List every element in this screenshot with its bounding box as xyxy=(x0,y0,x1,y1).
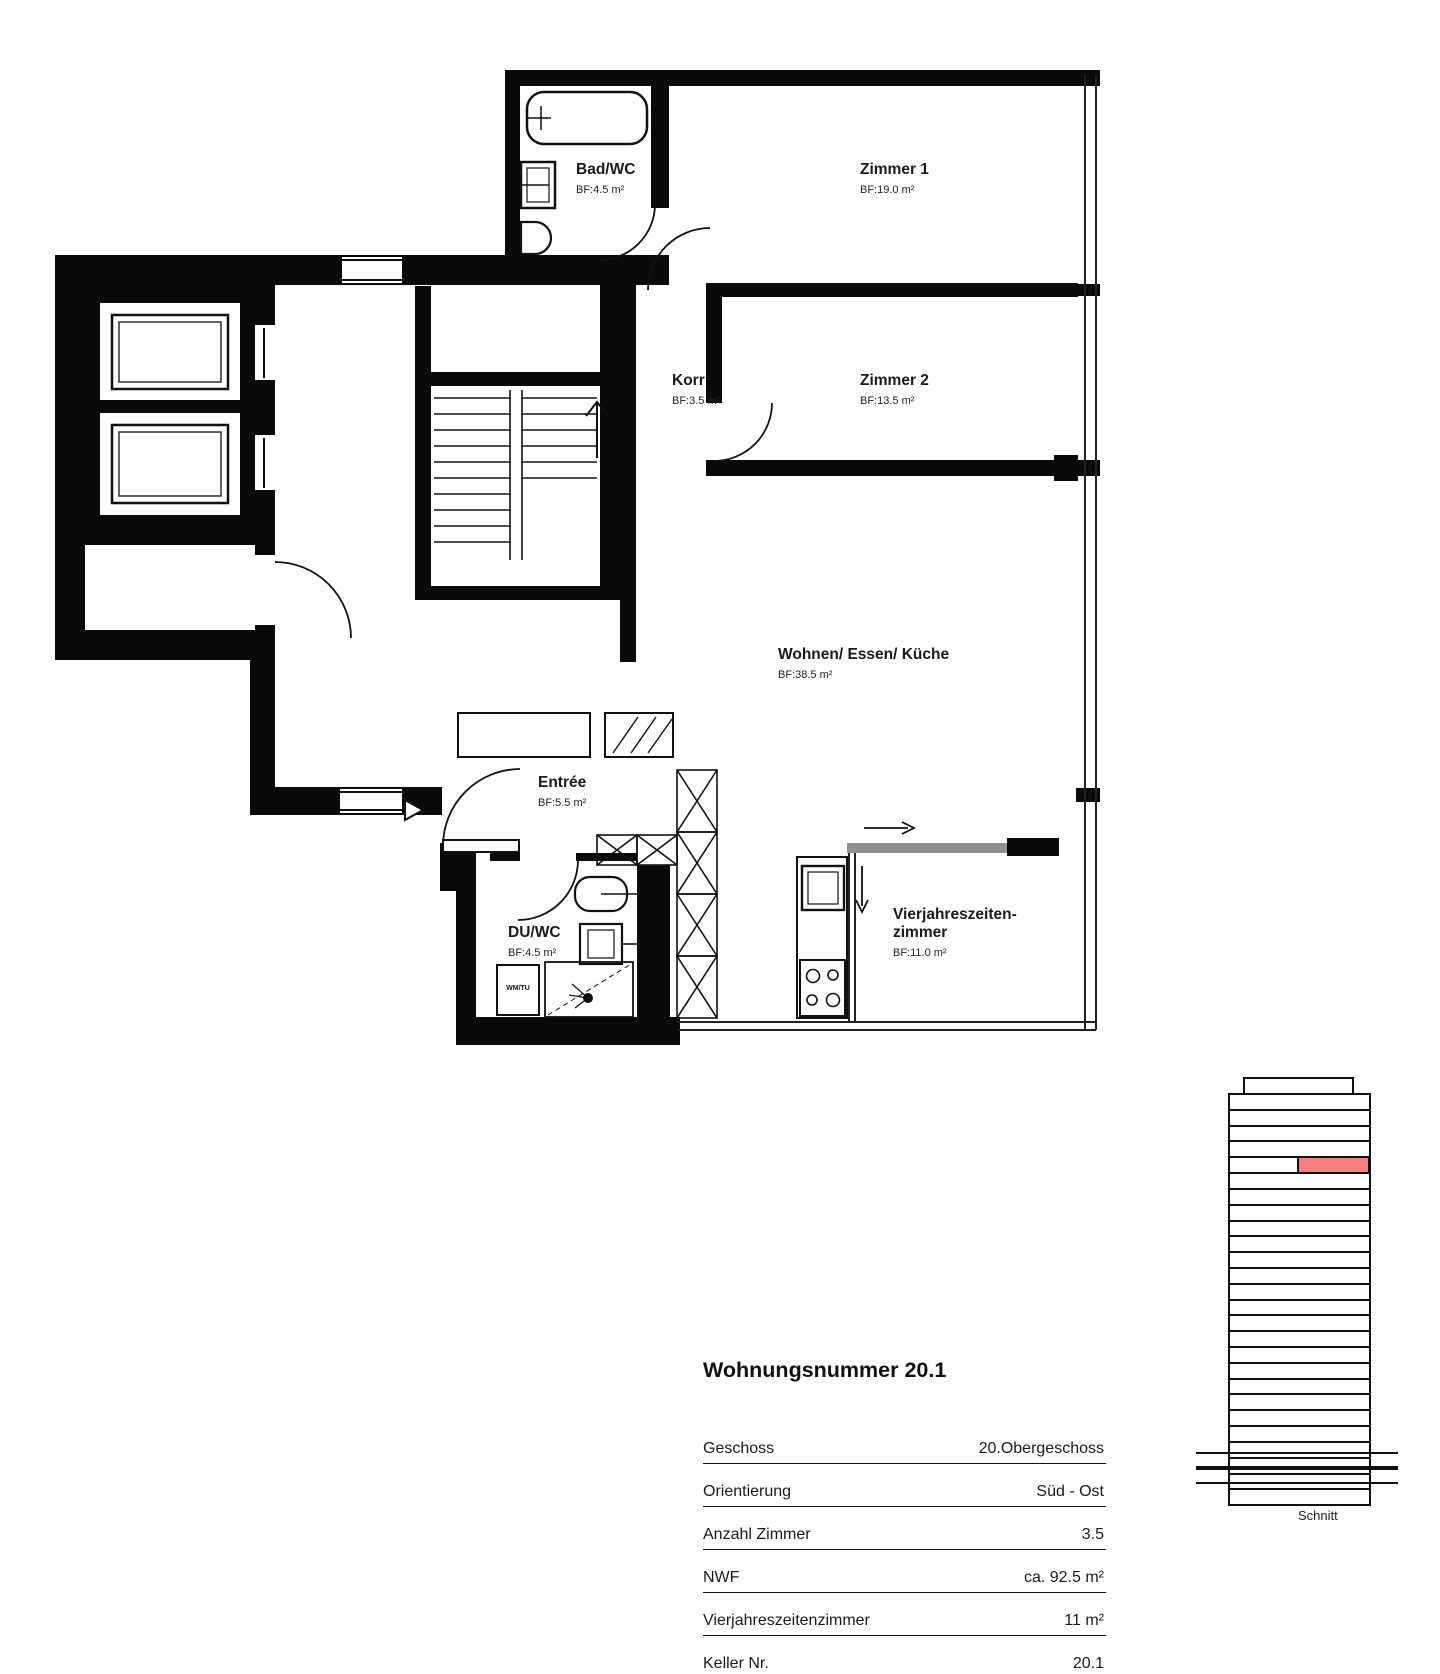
window-frames xyxy=(264,260,402,810)
room-area: BF:19.0 m² xyxy=(860,183,915,196)
room-area: BF:38.5 m² xyxy=(778,668,833,681)
room-name: Bad/WC xyxy=(576,161,636,178)
room-name: Zimmer 2 xyxy=(860,372,929,389)
room-area: BF:13.5 m² xyxy=(860,394,915,407)
wall-duwc-top-a xyxy=(490,853,520,861)
wall-bottom-left xyxy=(470,1017,680,1045)
wall-vjz-pier xyxy=(1007,838,1059,856)
ground-line xyxy=(1196,1482,1398,1484)
tower-floor xyxy=(1230,1235,1369,1251)
wall-kitchen-strip xyxy=(637,865,670,1017)
facade-pier-5 xyxy=(1054,455,1078,481)
door-storage xyxy=(275,562,351,638)
wall-central xyxy=(600,255,636,600)
room-label-duwc xyxy=(508,924,561,959)
tower-floor xyxy=(1230,1220,1369,1236)
entree-cabinet xyxy=(458,713,590,757)
wall-bath-left xyxy=(505,70,520,265)
tower-floor xyxy=(1230,1140,1369,1156)
room-name: Vierjahreszeiten-zimmer xyxy=(893,906,1017,941)
room-label-zimmer1 xyxy=(860,161,929,196)
row-value: ca. 92.5 m² xyxy=(1023,1569,1104,1586)
section-tower-floors xyxy=(1228,1093,1371,1506)
wall-top xyxy=(505,70,1100,86)
row-label: Orientierung xyxy=(703,1483,792,1500)
tower-floor xyxy=(1230,1251,1369,1267)
apartment-title: Wohnungsnummer 20.1 xyxy=(703,1358,947,1382)
tower-floor xyxy=(1230,1457,1369,1473)
tower-floor xyxy=(1230,1299,1369,1315)
vjz-glass-top-wall xyxy=(847,843,1007,853)
ground-line xyxy=(1196,1452,1398,1454)
tower-floor xyxy=(1230,1409,1369,1425)
tower-floor xyxy=(1230,1204,1369,1220)
tower-floor xyxy=(1230,1267,1369,1283)
wall-zimmer2-bottom xyxy=(706,460,1078,476)
tower-floor xyxy=(1230,1346,1369,1362)
room-name: Wohnen/ Essen/ Küche xyxy=(778,646,950,663)
tower-floor xyxy=(1230,1425,1369,1441)
wall-stair-left xyxy=(415,286,431,586)
wall-bath-bottom xyxy=(636,255,669,285)
tower-floor xyxy=(1230,1283,1369,1299)
bathtub-faucet xyxy=(527,106,551,130)
room-label-badwc xyxy=(576,161,635,196)
room-area: BF:5.5 m² xyxy=(538,796,587,809)
tower-floor xyxy=(1230,1095,1369,1109)
row-value: 20.1 xyxy=(1072,1655,1104,1672)
row-value: Süd - Ost xyxy=(1036,1483,1104,1500)
table-row xyxy=(703,1470,1106,1507)
wall-stub xyxy=(620,600,636,662)
row-label: Keller Nr. xyxy=(703,1655,769,1672)
wall-zimmer1-bottom xyxy=(722,283,1078,297)
info-rows xyxy=(703,1427,1106,1674)
room-area: BF:11.0 m² xyxy=(893,946,947,959)
wall-stair-top xyxy=(415,372,600,386)
kitchen-counter xyxy=(797,857,847,1018)
tower-floor xyxy=(1230,1393,1369,1409)
wall-outer-left xyxy=(55,255,85,660)
row-value: 3.5 xyxy=(1081,1526,1104,1543)
bath-wc xyxy=(521,222,551,254)
door-apartment-entry xyxy=(443,769,520,846)
tower-floor xyxy=(1230,1314,1369,1330)
facade-glazing xyxy=(677,75,1096,1030)
tower-floor xyxy=(1230,1473,1369,1489)
row-label: Geschoss xyxy=(703,1440,775,1457)
tower-floor xyxy=(1230,1109,1369,1125)
room-area: BF:4.5 m² xyxy=(576,183,625,196)
apartment-info-table xyxy=(703,1358,1106,1674)
table-row xyxy=(703,1642,1106,1674)
sliding-door-arrows xyxy=(856,822,914,912)
wall-bath-divider xyxy=(651,86,669,208)
room-name: Zimmer 1 xyxy=(860,161,929,178)
room-label-korr xyxy=(672,372,720,407)
tower-floor xyxy=(1230,1172,1369,1188)
row-label: Vierjahreszeitenzimmer xyxy=(703,1612,870,1629)
stove xyxy=(800,960,845,1016)
tower-floor xyxy=(1230,1378,1369,1394)
room-label-entree xyxy=(538,774,586,809)
tower-floor xyxy=(1230,1156,1369,1172)
stairs xyxy=(434,390,608,560)
room-name: DU/WC xyxy=(508,924,561,941)
room-name: Korr xyxy=(672,372,705,389)
tower-floor xyxy=(1230,1488,1369,1504)
door-duwc xyxy=(518,860,578,920)
section-caption: Schnitt xyxy=(1298,1508,1338,1523)
room-area: BF:3.5 m² xyxy=(672,394,721,407)
door-leaf-entry xyxy=(443,840,519,852)
walls xyxy=(55,70,1100,1045)
room-name: Entrée xyxy=(538,774,587,791)
table-row xyxy=(703,1556,1106,1593)
door-badwc xyxy=(598,205,655,260)
row-value: 20.Obergeschoss xyxy=(978,1440,1104,1457)
room-label-wohnen xyxy=(778,646,949,681)
row-label: NWF xyxy=(703,1569,740,1586)
door-zimmer2 xyxy=(714,403,772,461)
wall-duwc-left xyxy=(456,843,476,1045)
wall-stair-bottom xyxy=(415,586,636,600)
table-row xyxy=(703,1513,1106,1550)
row-label: Anzahl Zimmer xyxy=(703,1526,811,1543)
tower-floor xyxy=(1230,1362,1369,1378)
ground-line xyxy=(1196,1466,1398,1470)
room-label-zimmer2 xyxy=(860,372,929,407)
row-value: 11 m² xyxy=(1064,1612,1104,1629)
room-label-vierjahreszeitenzimmer xyxy=(893,906,1058,959)
wall-core-bottom xyxy=(55,630,275,660)
tower-floor xyxy=(1230,1125,1369,1141)
tower-floor xyxy=(1230,1441,1369,1457)
tower-floor xyxy=(1230,1330,1369,1346)
table-row xyxy=(703,1427,1106,1464)
room-area: BF:4.5 m² xyxy=(508,946,557,959)
table-row xyxy=(703,1599,1106,1636)
washer-label: WM/TU xyxy=(506,985,530,992)
tower-floor xyxy=(1230,1188,1369,1204)
